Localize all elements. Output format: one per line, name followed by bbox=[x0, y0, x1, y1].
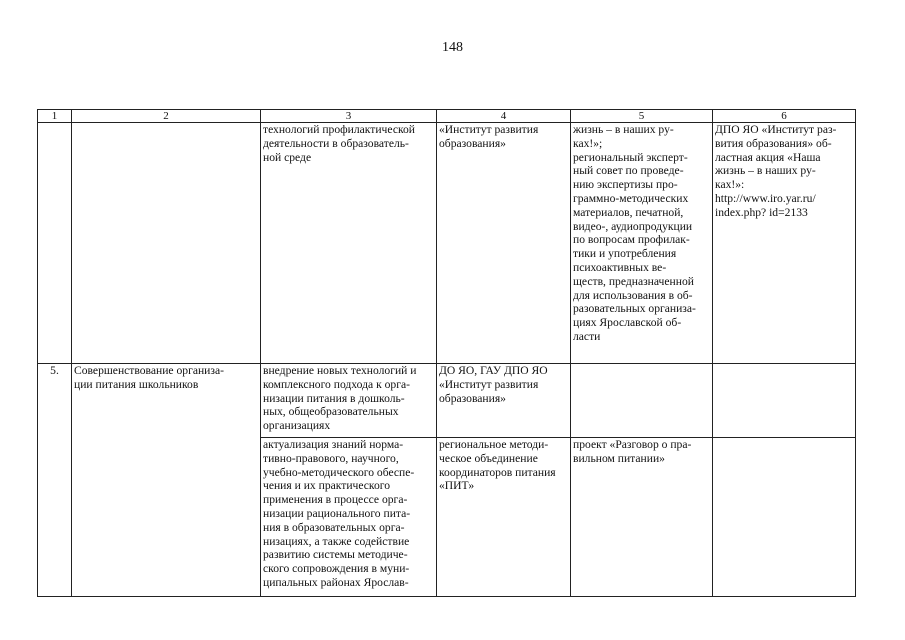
executor-cell: региональное методи- ческое объединение координаторов питания «ПИТ» bbox=[437, 438, 571, 597]
column-header-4: 4 bbox=[437, 110, 571, 123]
column-header-5: 5 bbox=[571, 110, 713, 123]
activity-cell: актуализация знаний норма- тивно-правового, научного, учебно-методического обеспе- чения и их практического применения в процессе орга- низации рационального пита- ния в образовательных орга- низациях, а также содействие развитию системы методиче- ского сопровождения в муни- ципальных районах Ярослав- bbox=[261, 438, 437, 597]
direction-cell: Совершенствование организа- ции питания школьников bbox=[72, 364, 261, 597]
table-header-row bbox=[38, 110, 856, 123]
column-header-6: 6 bbox=[713, 110, 856, 123]
executor-cell: «Институт развития образования» bbox=[437, 123, 571, 364]
activity-cell: технологий профилактической деятельности в образователь- ной среде bbox=[261, 123, 437, 364]
table-row bbox=[38, 123, 856, 364]
column-header-3: 3 bbox=[261, 110, 437, 123]
source-cell bbox=[713, 364, 856, 438]
column-header-2: 2 bbox=[72, 110, 261, 123]
source-cell: ДПО ЯО «Институт раз- вития образования» об- ластная акция «Наша жизнь – в наших ру- ках!»: http://www.iro.yar.ru/ index.php? id=2133 bbox=[713, 123, 856, 364]
direction-cell bbox=[72, 123, 261, 364]
row-number-cell: 5. bbox=[38, 364, 72, 597]
plan-table bbox=[37, 109, 856, 597]
result-cell: проект «Разговор о пра- вильном питании» bbox=[571, 438, 713, 597]
column-header-1: 1 bbox=[38, 110, 72, 123]
activity-cell: внедрение новых технологий и комплексного подхода к орга- низации питания в дошколь- ных, общеобразовательных организациях bbox=[261, 364, 437, 438]
executor-cell: ДО ЯО, ГАУ ДПО ЯО «Институт развития образования» bbox=[437, 364, 571, 438]
page-number: 148 bbox=[442, 40, 463, 55]
result-cell: жизнь – в наших ру- ках!»; региональный эксперт- ный совет по проведе- нию экспертизы про- граммно-методических материалов, печатной, видео-, аудиопродукции по вопросам профилак- тики и употребления психоактивных ве- ществ, предназначенной для использования в об- разовательных организа- циях Ярославской об- ласти bbox=[571, 123, 713, 364]
table-row bbox=[38, 364, 856, 438]
row-number-cell bbox=[38, 123, 72, 364]
result-cell bbox=[571, 364, 713, 438]
source-cell bbox=[713, 438, 856, 597]
